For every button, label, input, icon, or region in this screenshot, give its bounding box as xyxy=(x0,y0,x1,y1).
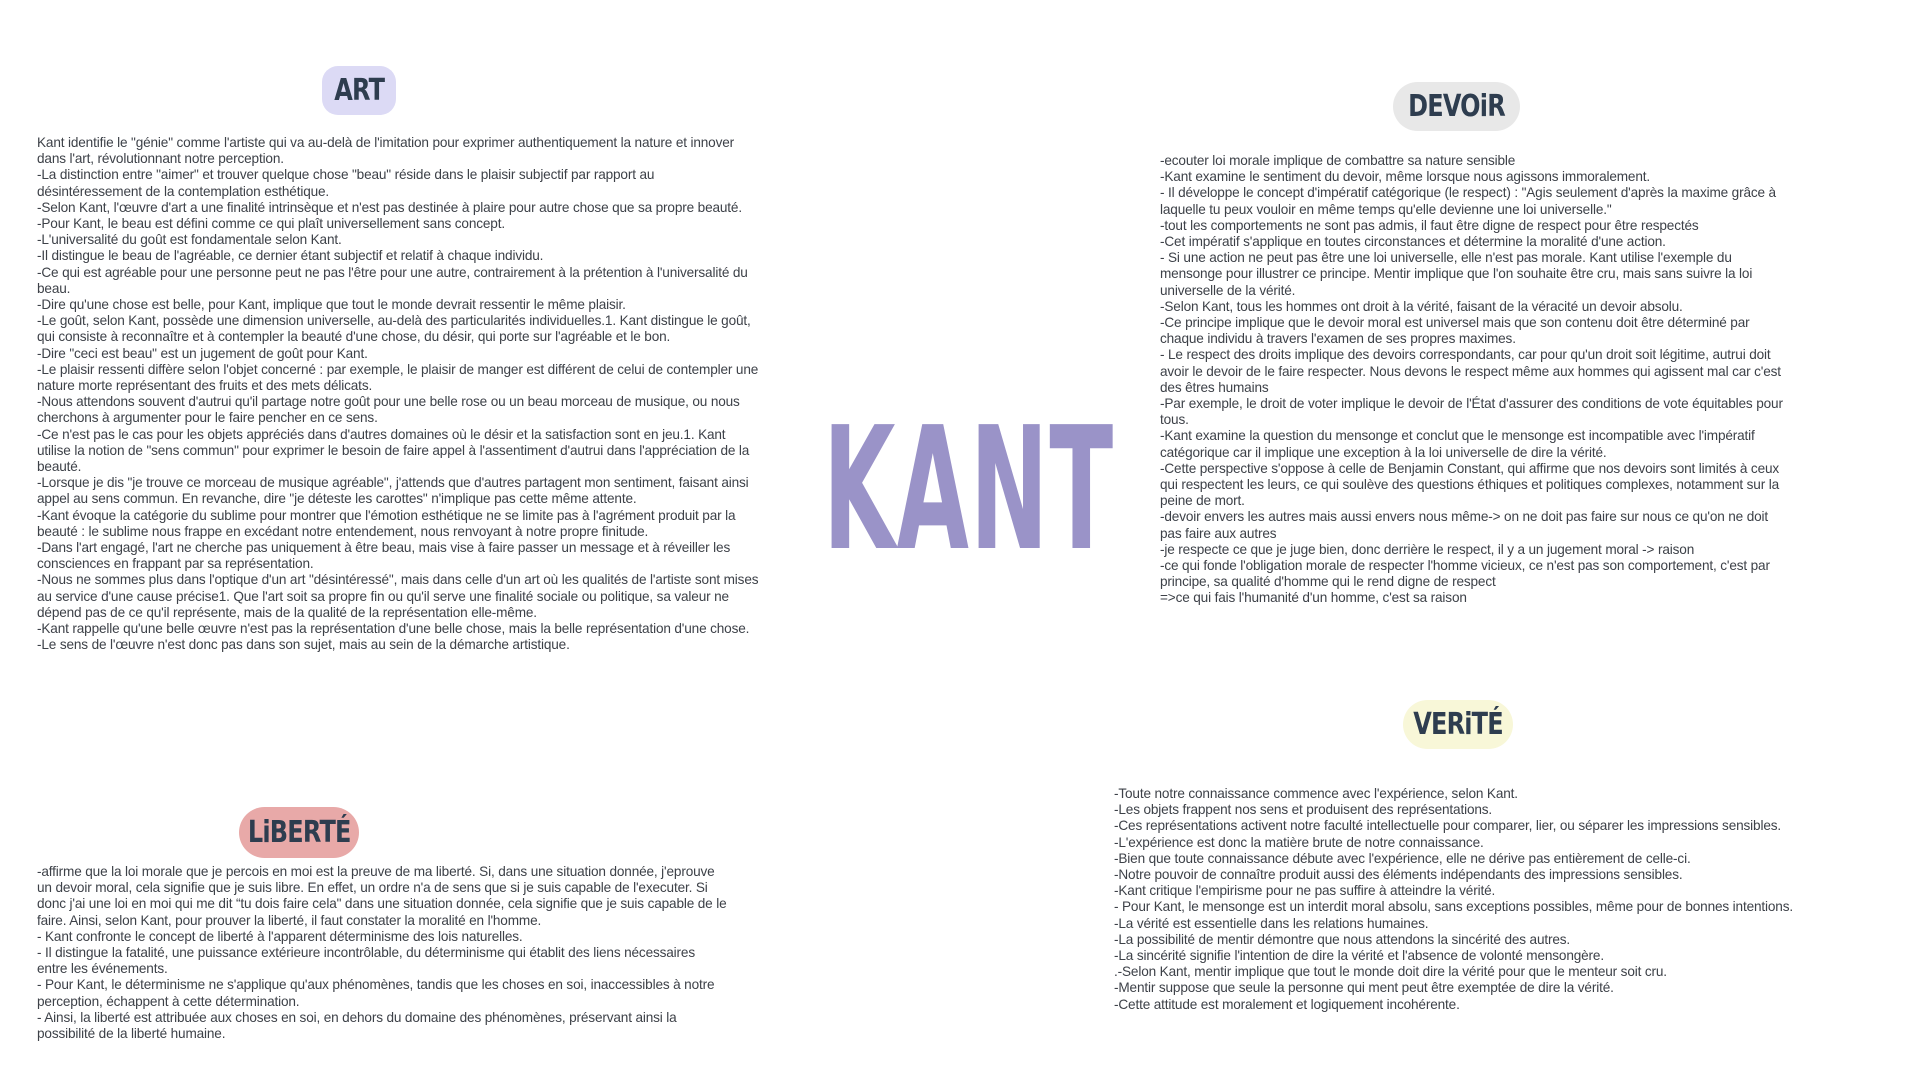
devoir-heading-label: DEVOiR xyxy=(1408,89,1505,124)
verite-section-text xyxy=(1114,786,1814,1013)
devoir-item: -Selon Kant, tous les hommes ont droit à la vérité, faisant de la véracité un devoir absolu. xyxy=(1160,298,1683,314)
art-item: -Ce qui est agréable pour une personne peut ne pas l'être pour une autre, contrairement à la prétention à l'universalité du beau. xyxy=(37,264,748,296)
devoir-item: -ecouter loi morale implique de combattre sa nature sensible xyxy=(1160,153,1516,168)
verite-item: -L'expérience est donc la matière brute de notre connaissance. xyxy=(1114,834,1484,850)
art-item: -Dire "ceci est beau" est un jugement de goût pour Kant. xyxy=(37,345,368,361)
liberte-item: - Kant confronte le concept de liberté à l'apparent déterminisme des lois naturelles. xyxy=(37,928,523,944)
art-item: -La distinction entre "aimer" et trouver quelque chose "beau" réside dans le plaisir subjectif par rapport au désintéressement de la contemplation esthétique. xyxy=(37,167,655,199)
devoir-item: -Par exemple, le droit de voter implique le devoir de l'État d'assurer des conditions de vote équitables pour tous. xyxy=(1160,396,1783,428)
art-item: -Kant rappelle qu'une belle œuvre n'est pas la représentation d'une belle chose, mais la belle représentation d'une chose. xyxy=(37,621,750,637)
devoir-item: -ce qui fonde l'obligation morale de respecter l'homme vicieux, ce n'est pas son comportement, c'est par principe, sa qualité d'homme qui le rend digne de respect xyxy=(1160,558,1770,590)
liberte-item: - Ainsi, la liberté est attribuée aux choses en soi, en dehors du domaine des phénomènes, préservant ainsi la possibilité de la liberté humaine. xyxy=(37,1009,677,1042)
devoir-section-text xyxy=(1160,153,1785,607)
art-item: -Le sens de l'œuvre n'est donc pas dans son sujet, mais au sein de la démarche artistique. xyxy=(37,637,570,653)
art-item: -Le plaisir ressenti diffère selon l'objet concerné : par exemple, le plaisir de manger est différent de celui de contempler une nature morte représentant des fruits et des mets délicats. xyxy=(37,361,759,394)
devoir-item: -Kant examine le sentiment du devoir, même lorsque nous agissons immoralement. xyxy=(1160,169,1651,185)
art-item: -Dire qu'une chose est belle, pour Kant, implique que tout le monde devrait ressentir le même plaisir. xyxy=(37,297,626,313)
art-item: Kant identifie le "génie" comme l'artiste qui va au-delà de l'imitation pour exprimer authentiquement la nature et innover dans l'art, révolutionnant notre perception. xyxy=(37,135,735,167)
verite-item: -Bien que toute connaissance débute avec l'expérience, elle ne dérive pas entièrement de celle-ci. xyxy=(1114,850,1691,866)
art-item: -Le goût, selon Kant, possède une dimension universelle, au-delà des particularités individuelles.1. Kant distingue le goût, qui consiste à reconnaître et à contempler la beauté d'une chose, du désir, qui porte sur l'agréable et le bon. xyxy=(37,313,751,345)
liberte-item: - Pour Kant, le déterminisme ne s'applique qu'aux phénomènes, tandis que les choses en soi, inaccessibles à notre perception, échappent à cette détermination. xyxy=(37,977,715,1009)
art-item: -Nous ne sommes plus dans l'optique d'un art "désintéressé", mais dans celle d'un art où les qualités de l'artiste sont mises au service d'une cause précise1. Que l'art soit sa propre fin ou qu'il serve une finalité sociale ou politique, sa valeur ne dépend pas de ce qu'il représente, mais de la qualité de la représentation elle-même. xyxy=(37,572,759,620)
verite-item: -Toute notre connaissance commence avec l'expérience, selon Kant. xyxy=(1114,786,1518,801)
devoir-item: -Kant examine la question du mensonge et conclut que le mensonge est incompatible avec l'impératif catégorique car il implique une exception à la loi universelle de dire la vérité. xyxy=(1160,428,1755,460)
art-item: -Kant évoque la catégorie du sublime pour montrer que l'émotion esthétique ne se limite pas à l'agrément produit par la beauté : le sublime nous frappe en excédant notre entendement, nous renvoyant à notre propre finitude. xyxy=(37,507,736,539)
art-item: -Selon Kant, l'œuvre d'art a une finalité intrinsèque et n'est pas destinée à plaire pour autre chose que sa propre beauté. xyxy=(37,199,742,215)
art-heading xyxy=(322,66,396,115)
page-title: KANT xyxy=(823,391,1115,589)
devoir-item: -devoir envers les autres mais aussi envers nous même-> on ne doit pas faire sur nous ce qu'on ne doit pas faire aux autres xyxy=(1160,509,1769,541)
verite-item: -Les objets frappent nos sens et produisent des représentations. xyxy=(1114,802,1493,818)
verite-item: -Notre pouvoir de connaître produit aussi des éléments indépendants des impressions sensibles. xyxy=(1114,867,1683,883)
liberte-item: - Il distingue la fatalité, une puissance extérieure incontrôlable, du déterminisme qui établit des liens nécessaires entre les événements. xyxy=(37,945,695,977)
devoir-item: -Cet impératif s'applique en toutes circonstances et détermine la moralité d'une action. xyxy=(1160,234,1666,250)
devoir-item: -je respecte ce que je juge bien, donc derrière le respect, il y a un jugement moral -> raison xyxy=(1160,541,1695,557)
liberte-item: -affirme que la loi morale que je percois en moi est la preuve de ma liberté. Si, dans une situation donnée, j'eprouve un devoir moral, cela signifie que je suis libre. En effet, un ordre n'a de sens que si je suis capable de l'executer. Si donc j'ai une loi en moi qui me dit “tu dois faire cela" dans une situation donnée, cela signifie que je suis capable de le faire. Ainsi, selon Kant, pour prouver la liberté, il faut constater la moralité en l'homme. xyxy=(37,864,727,928)
art-heading-label: ART xyxy=(334,73,384,108)
verite-item: -La sincérité signifie l'intention de dire la vérité et l'absence de volonté mensongère. xyxy=(1114,948,1604,964)
liberte-heading xyxy=(239,807,359,858)
verite-item: .-Selon Kant, mentir implique que tout le monde doit dire la vérité pour que le menteur soit cru. xyxy=(1114,964,1667,980)
devoir-item: - Le respect des droits implique des devoirs correspondants, car pour qu'un droit soit légitime, autrui doit avoir le devoir de le faire respecter. Nous devons le respect même aux hommes qui agissent mal car c'est des êtres humains xyxy=(1160,347,1781,395)
devoir-item: -Cette perspective s'oppose à celle de Benjamin Constant, qui affirme que nos devoirs sont limités à ceux qui respectent les leurs, ce qui soulève des questions éthiques et politiques complexes, notamment sur la peine de mort. xyxy=(1160,460,1780,509)
verite-heading-label: VERiTÉ xyxy=(1413,707,1503,742)
art-item: -L'universalité du goût est fondamentale selon Kant. xyxy=(37,232,342,248)
verite-item: -La possibilité de mentir démontre que nous attendons la sincérité des autres. xyxy=(1114,931,1571,947)
liberte-section-text xyxy=(37,864,727,1042)
devoir-heading xyxy=(1393,82,1520,131)
art-item: -Il distingue le beau de l'agréable, ce dernier étant subjectif et relatif à chaque individu. xyxy=(37,248,544,264)
art-item: -Dans l'art engagé, l'art ne cherche pas uniquement à être beau, mais vise à faire passer un message et à réveiller les consciences en frappant par sa représentation. xyxy=(37,540,731,572)
art-item: -Nous attendons souvent d'autrui qu'il partage notre goût pour une belle rose ou un beau morceau de musique, ou nous cherchons à argumenter pour le faire pencher en ce sens. xyxy=(37,394,740,426)
devoir-item: -Ce principe implique que le devoir moral est universel mais que son contenu doit être déterminé par chaque individu à travers l'examen de ses propres maximes. xyxy=(1160,315,1750,347)
devoir-item: =>ce qui fais l'humanité d'un homme, c'est sa raison xyxy=(1160,590,1467,606)
art-item: -Ce n'est pas le cas pour les objets appréciés dans d'autres domaines où le désir et la satisfaction sont en jeu.1. Kant utilise la notion de "sens commun" pour exprimer le besoin de faire appel à l'assentiment d'autrui dans l'appréciation de la beauté. xyxy=(37,426,750,475)
verite-item: -Kant critique l'empirisme pour ne pas suffire à atteindre la vérité. xyxy=(1114,883,1496,899)
verite-item: -La vérité est essentielle dans les relations humaines. xyxy=(1114,915,1429,931)
liberte-heading-label: LiBERTÉ xyxy=(247,815,351,850)
art-item: -Pour Kant, le beau est défini comme ce qui plaît universellement sans concept. xyxy=(37,216,505,232)
art-section-text xyxy=(37,135,759,654)
verite-item: -Mentir suppose que seule la personne qui ment peut être exemptée de dire la vérité. xyxy=(1114,980,1614,996)
devoir-item: - Si une action ne peut pas être une loi universelle, elle n'est pas morale. Kant utilise l'exemple du mensonge pour illustrer ce principe. Mentir implique que l'on souhaite être cru, mais sans suivre la loi universelle de la vérité. xyxy=(1160,250,1753,298)
devoir-item: - Il développe le concept d'impératif catégorique (le respect) : "Agis seulement d'après la maxime grâce à laquelle tu peux vouloir en même temps qu'elle devienne une loi universelle." xyxy=(1160,185,1776,217)
verite-item: - Pour Kant, le mensonge est un interdit moral absolu, sans exceptions possibles, même pour de bonnes intentions. xyxy=(1114,899,1793,915)
verite-item: -Cette attitude est moralement et logiquement incohérente. xyxy=(1114,996,1460,1012)
verite-item: -Ces représentations activent notre faculté intellectuelle pour comparer, lier, ou séparer les impressions sensibles. xyxy=(1114,818,1782,834)
art-item: -Lorsque je dis "je trouve ce morceau de musique agréable", j'attends que d'autres partagent mon sentiment, faisant ainsi appel au sens commun. En revanche, dire "je déteste les carottes" n'implique pas cette même attente. xyxy=(37,475,749,507)
verite-heading xyxy=(1403,700,1513,749)
devoir-item: -tout les comportements ne sont pas admis, il faut être digne de respect pour être respectés xyxy=(1160,217,1699,233)
